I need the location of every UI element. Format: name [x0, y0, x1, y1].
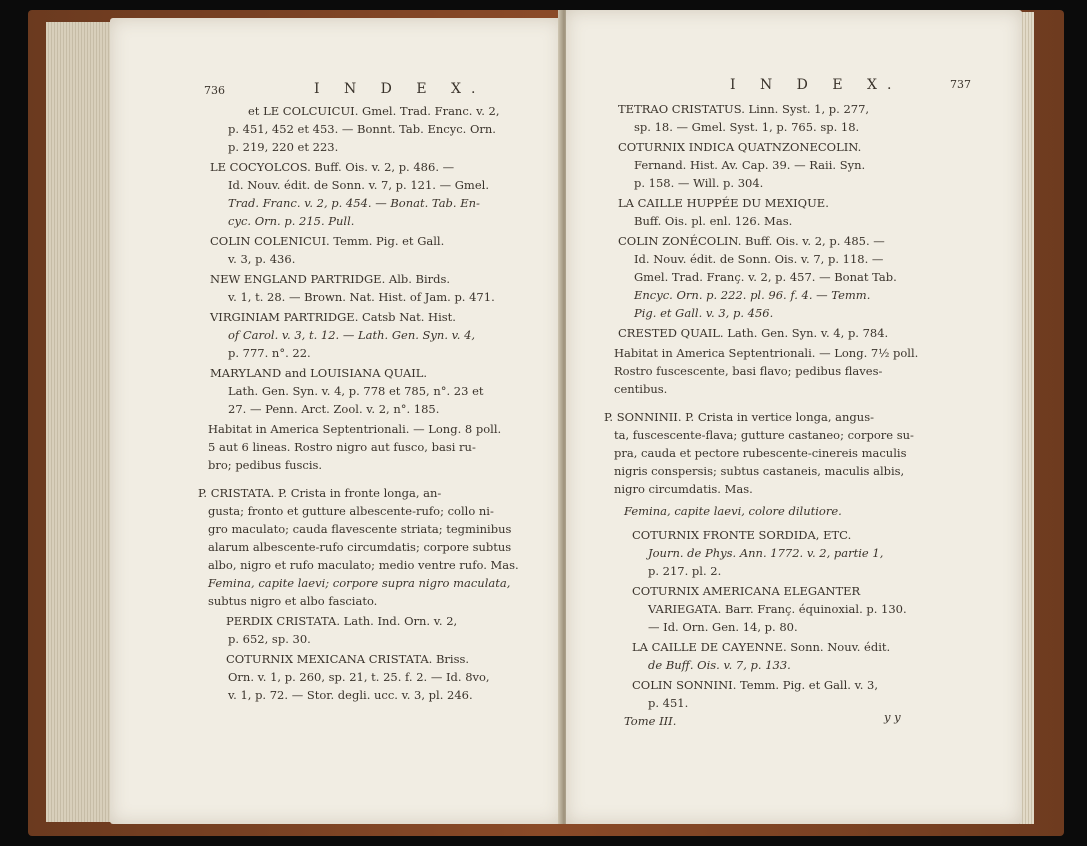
text-line: p. 451. [648, 696, 689, 710]
text-line: LE COCYOLCOS. Buff. Ois. v. 2, p. 486. — [210, 160, 455, 174]
text-line: Encyc. Orn. p. 222. pl. 96. f. 4. — Temm. [634, 288, 871, 302]
page-number: 736 [204, 84, 225, 97]
text-line: centibus. [614, 382, 668, 396]
text-line: Fernand. Hist. Av. Cap. 39. — Raii. Syn. [634, 158, 866, 172]
text-line: Trad. Franc. v. 2, p. 454. — Bonat. Tab. En- [228, 196, 480, 210]
text-line: p. 217. pl. 2. [648, 564, 722, 578]
text-line: LA CAILLE HUPPÉE DU MEXIQUE. [618, 196, 829, 210]
text-line: et LE COLCUICUI. Gmel. Trad. Franc. v. 2, [248, 104, 500, 118]
text-line: Id. Nouv. édit. de Sonn. Ois. v. 7, p. 118. — [634, 252, 884, 266]
text-line: pra, cauda et pectore rubescente-cinereis maculis [614, 446, 907, 460]
right-page [566, 10, 1022, 824]
gathering-signature: y y [884, 710, 901, 724]
text-line: v. 1, p. 72. — Stor. degli. ucc. v. 3, pl. 246. [228, 688, 473, 702]
text-line: albo, nigro et rufo maculato; medio ventre rufo. Mas. [208, 558, 519, 572]
text-line: Femina, capite laevi; corpore supra nigro maculata, [208, 576, 511, 590]
text-line: COLIN COLENICUI. Temm. Pig. et Gall. [210, 234, 445, 248]
text-line: Gmel. Trad. Franç. v. 2, p. 457. — Bonat Tab. [634, 270, 897, 284]
text-line: VIRGINIAM PARTRIDGE. Catsb Nat. Hist. [210, 310, 456, 324]
text-line: nigris conspersis; subtus castaneis, maculis albis, [614, 464, 905, 478]
text-line: Habitat in America Septentrionali. — Long. 8 poll. [208, 422, 502, 436]
text-line: gro maculato; cauda flavescente striata; tegminibus [208, 522, 512, 536]
text-line: — Id. Orn. Gen. 14, p. 80. [648, 620, 798, 634]
page-edges-left [46, 22, 112, 822]
text-line: p. 451, 452 et 453. — Bonnt. Tab. Encyc. Orn. [228, 122, 496, 136]
text-line: v. 1, t. 28. — Brown. Nat. Hist. of Jam. p. 471. [228, 290, 495, 304]
text-line: COLIN ZONÉCOLIN. Buff. Ois. v. 2, p. 485. — [618, 234, 885, 248]
text-line: p. 158. — Will. p. 304. [634, 176, 764, 190]
text-line: 5 aut 6 lineas. Rostro nigro aut fusco, basi ru- [208, 440, 476, 454]
volume-signature: Tome III. [624, 714, 677, 728]
left-page [110, 18, 562, 824]
text-line: Femina, capite laevi, colore dilutiore. [624, 504, 842, 518]
text-line: v. 3, p. 436. [228, 252, 296, 266]
text-line: P. CRISTATA. P. Crista in fronte longa, an- [198, 486, 442, 500]
page-number: 737 [950, 78, 971, 91]
text-line: 27. — Penn. Arct. Zool. v. 2, n°. 185. [228, 402, 440, 416]
text-line: sp. 18. — Gmel. Syst. 1, p. 765. sp. 18. [634, 120, 860, 134]
text-line: Rostro fuscescente, basi flavo; pedibus flaves- [614, 364, 883, 378]
text-line: ta, fuscescente-flava; gutture castaneo; corpore su- [614, 428, 914, 442]
text-line: Habitat in America Septentrionali. — Long. 7½ poll. [614, 346, 919, 360]
text-line: bro; pedibus fuscis. [208, 458, 323, 472]
text-line: PERDIX CRISTATA. Lath. Ind. Orn. v. 2, [226, 614, 458, 628]
page-edges-right [1020, 12, 1034, 824]
text-line: gusta; fronto et gutture albescente-rufo; collo ni- [208, 504, 494, 518]
text-line: de Buff. Ois. v. 7, p. 133. [648, 658, 791, 672]
text-line: Lath. Gen. Syn. v. 4, p. 778 et 785, n°. 23 et [228, 384, 484, 398]
text-line: COTURNIX INDICA QUATNZONECOLIN. [618, 140, 862, 154]
text-line: CRESTED QUAIL. Lath. Gen. Syn. v. 4, p. 784. [618, 326, 889, 340]
text-line: LA CAILLE DE CAYENNE. Sonn. Nouv. édit. [632, 640, 891, 654]
text-line: cyc. Orn. p. 215. Pull. [228, 214, 355, 228]
text-line: COLIN SONNINI. Temm. Pig. et Gall. v. 3, [632, 678, 879, 692]
text-line: NEW ENGLAND PARTRIDGE. Alb. Birds. [210, 272, 451, 286]
text-line: nigro circumdatis. Mas. [614, 482, 753, 496]
running-head: I N D E X. [314, 81, 486, 97]
text-line: p. 777. n°. 22. [228, 346, 311, 360]
text-line: COTURNIX AMERICANA ELEGANTER [632, 584, 861, 598]
text-line: p. 652, sp. 30. [228, 632, 311, 646]
text-line: VARIEGATA. Barr. Franç. équinoxial. p. 130. [648, 602, 907, 616]
text-line: COTURNIX FRONTE SORDIDA, ETC. [632, 528, 852, 542]
text-line: Buff. Ois. pl. enl. 126. Mas. [634, 214, 793, 228]
text-line: p. 219, 220 et 223. [228, 140, 339, 154]
text-line: COTURNIX MEXICANA CRISTATA. Briss. [226, 652, 470, 666]
running-head: I N D E X. [730, 77, 902, 93]
text-line: P. SONNINII. P. Crista in vertice longa, angus- [604, 410, 874, 424]
text-line: of Carol. v. 3, t. 12. — Lath. Gen. Syn. v. 4, [228, 328, 476, 342]
text-line: Journ. de Phys. Ann. 1772. v. 2, partie 1, [648, 546, 884, 560]
text-line: Id. Nouv. édit. de Sonn. v. 7, p. 121. — Gmel. [228, 178, 489, 192]
text-line: alarum albescente-rufo circumdatis; corpore subtus [208, 540, 512, 554]
text-line: Pig. et Gall. v. 3, p. 456. [634, 306, 774, 320]
text-line: subtus nigro et albo fasciato. [208, 594, 378, 608]
text-line: TETRAO CRISTATUS. Linn. Syst. 1, p. 277, [618, 102, 870, 116]
text-line: Orn. v. 1, p. 260, sp. 21, t. 25. f. 2. — Id. 8vo, [228, 670, 490, 684]
text-line: MARYLAND and LOUISIANA QUAIL. [210, 366, 428, 380]
